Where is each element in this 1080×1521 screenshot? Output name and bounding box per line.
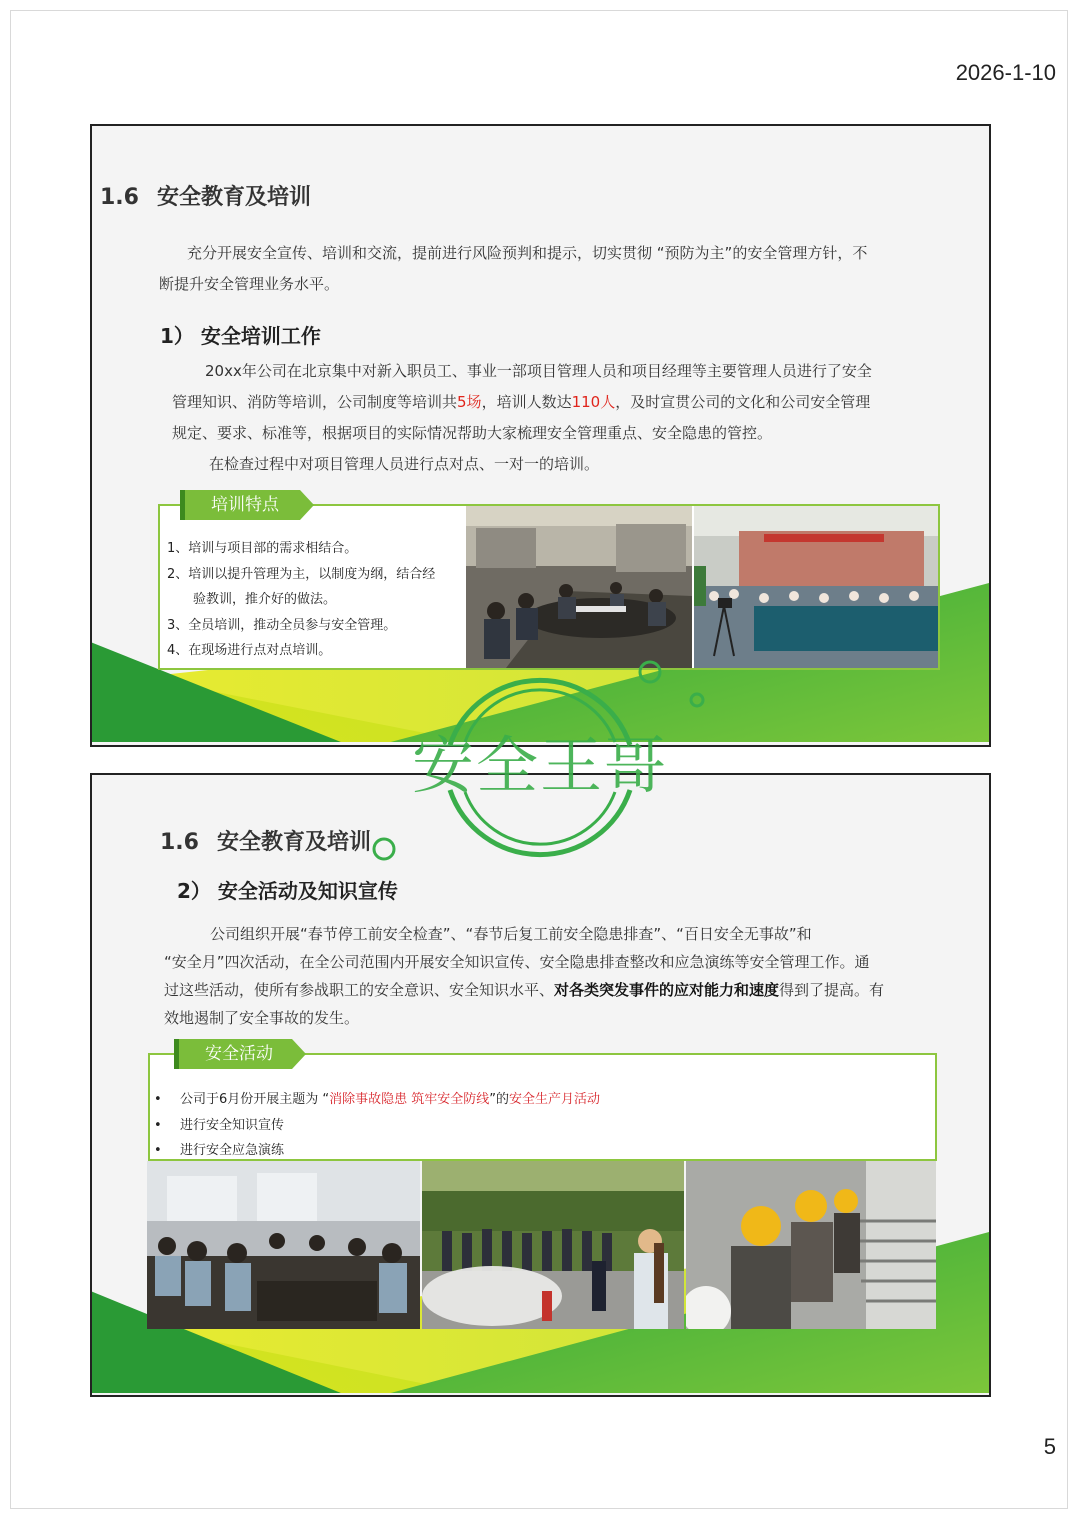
page-number: 5 bbox=[1043, 1434, 1056, 1459]
slide1-subheading: 1） 安全培训工作 bbox=[160, 324, 321, 348]
theme-text: 消除事故隐患 筑牢安全防线 bbox=[329, 1092, 490, 1107]
paragraph-line: “安全月”四次活动，在全公司范围内开展安全知识宣传、安全隐患排查整改和应急演练等安全管理工作。通 bbox=[164, 953, 870, 971]
paragraph-line bbox=[164, 976, 964, 1004]
photo-meeting-room bbox=[466, 506, 692, 668]
slide1-heading bbox=[100, 180, 311, 211]
list-item: 1、培训与项目部的需求相结合。 bbox=[167, 541, 358, 556]
activity-name: 安全生产月活动 bbox=[509, 1092, 601, 1107]
photo-knowledge-session bbox=[147, 1161, 420, 1329]
text-segment: ，培训人数达 bbox=[481, 393, 572, 411]
trainees-count: 110人 bbox=[571, 393, 616, 411]
photo-training-hall bbox=[694, 506, 938, 668]
text-segment: 公司于6月份开展主题为 “ bbox=[180, 1092, 330, 1107]
tab-label: 安全活动 bbox=[205, 1044, 273, 1064]
list-item: 4、在现场进行点对点培训。 bbox=[167, 643, 332, 658]
paragraph-line bbox=[172, 387, 962, 418]
paragraph-line: 效地遏制了安全事故的发生。 bbox=[164, 1009, 360, 1027]
sessions-count: 5场 bbox=[457, 393, 482, 411]
list-item: • 进行安全知识宣传 bbox=[154, 1113, 600, 1139]
bold-phrase: 对各类突发事件的应对能力和速度 bbox=[554, 981, 780, 999]
training-features-list bbox=[167, 536, 435, 664]
watermark-stamp bbox=[405, 650, 675, 870]
safety-activities-list bbox=[154, 1087, 600, 1164]
intro-line: 断提升安全管理业务水平。 bbox=[159, 275, 340, 293]
heading-number: 1.6 bbox=[100, 185, 139, 210]
tab-label: 培训特点 bbox=[211, 495, 279, 515]
watermark-dot-icon bbox=[687, 690, 707, 710]
list-item: 2、培训以提升管理为主，以制度为纲，结合经 bbox=[167, 566, 436, 582]
slide2-heading bbox=[160, 825, 371, 856]
watermark-text: 安全王哥 bbox=[411, 729, 668, 802]
slide1-training-paragraph bbox=[172, 356, 962, 480]
text-segment: ”的 bbox=[489, 1092, 510, 1107]
paragraph-line: 规定、要求、标准等，根据项目的实际情况帮助大家梳理安全管理重点、安全隐患的管控。 bbox=[172, 424, 773, 442]
list-item bbox=[154, 1087, 600, 1113]
list-item: • 进行安全应急演练 bbox=[154, 1138, 600, 1164]
paragraph-line: 公司组织开展“春节停工前安全检查”、“春节后复工前安全隐患排查”、“百日安全无事故”和 bbox=[210, 925, 812, 943]
heading-text: 安全教育及培训 bbox=[156, 185, 311, 210]
heading-text: 安全教育及培训 bbox=[216, 830, 371, 855]
slide2-activities-paragraph bbox=[164, 920, 964, 1032]
text-segment: 管理知识、消防等培训，公司制度等培训共 bbox=[172, 393, 458, 411]
photo-fire-drill bbox=[422, 1161, 684, 1329]
heading-number: 1.6 bbox=[160, 830, 199, 855]
watermark-dot-icon bbox=[370, 835, 398, 863]
photo-evacuation-drill bbox=[686, 1161, 936, 1329]
list-item: 3、全员培训，推动全员参与安全管理。 bbox=[167, 617, 397, 633]
text-segment: 过这些活动，使所有参战职工的安全意识、安全知识水平、 bbox=[164, 981, 555, 999]
slide1-intro bbox=[159, 238, 967, 300]
text-segment: 得到了提高。有 bbox=[779, 981, 885, 999]
paragraph-line: 在检查过程中对项目管理人员进行点对点、一对一的培训。 bbox=[209, 455, 600, 473]
safety-activities-tab bbox=[174, 1039, 292, 1069]
page-date: 2026-1-10 bbox=[955, 60, 1056, 85]
training-features-tab bbox=[180, 490, 300, 520]
text-segment: ，及时宣贯公司的文化和公司安全管理 bbox=[615, 393, 871, 411]
list-item: 验教训，推介好的做法。 bbox=[193, 592, 337, 607]
intro-line: 充分开展安全宣传、培训和交流，提前进行风险预判和提示，切实贯彻 “预防为主”的安全管理方针，不 bbox=[187, 244, 868, 262]
slide2-subheading: 2） 安全活动及知识宣传 bbox=[177, 879, 398, 903]
paragraph-line: 20xx年公司在北京集中对新入职员工、事业一部项目管理人员和项目经理等主要管理人员进行了安全 bbox=[205, 362, 872, 380]
